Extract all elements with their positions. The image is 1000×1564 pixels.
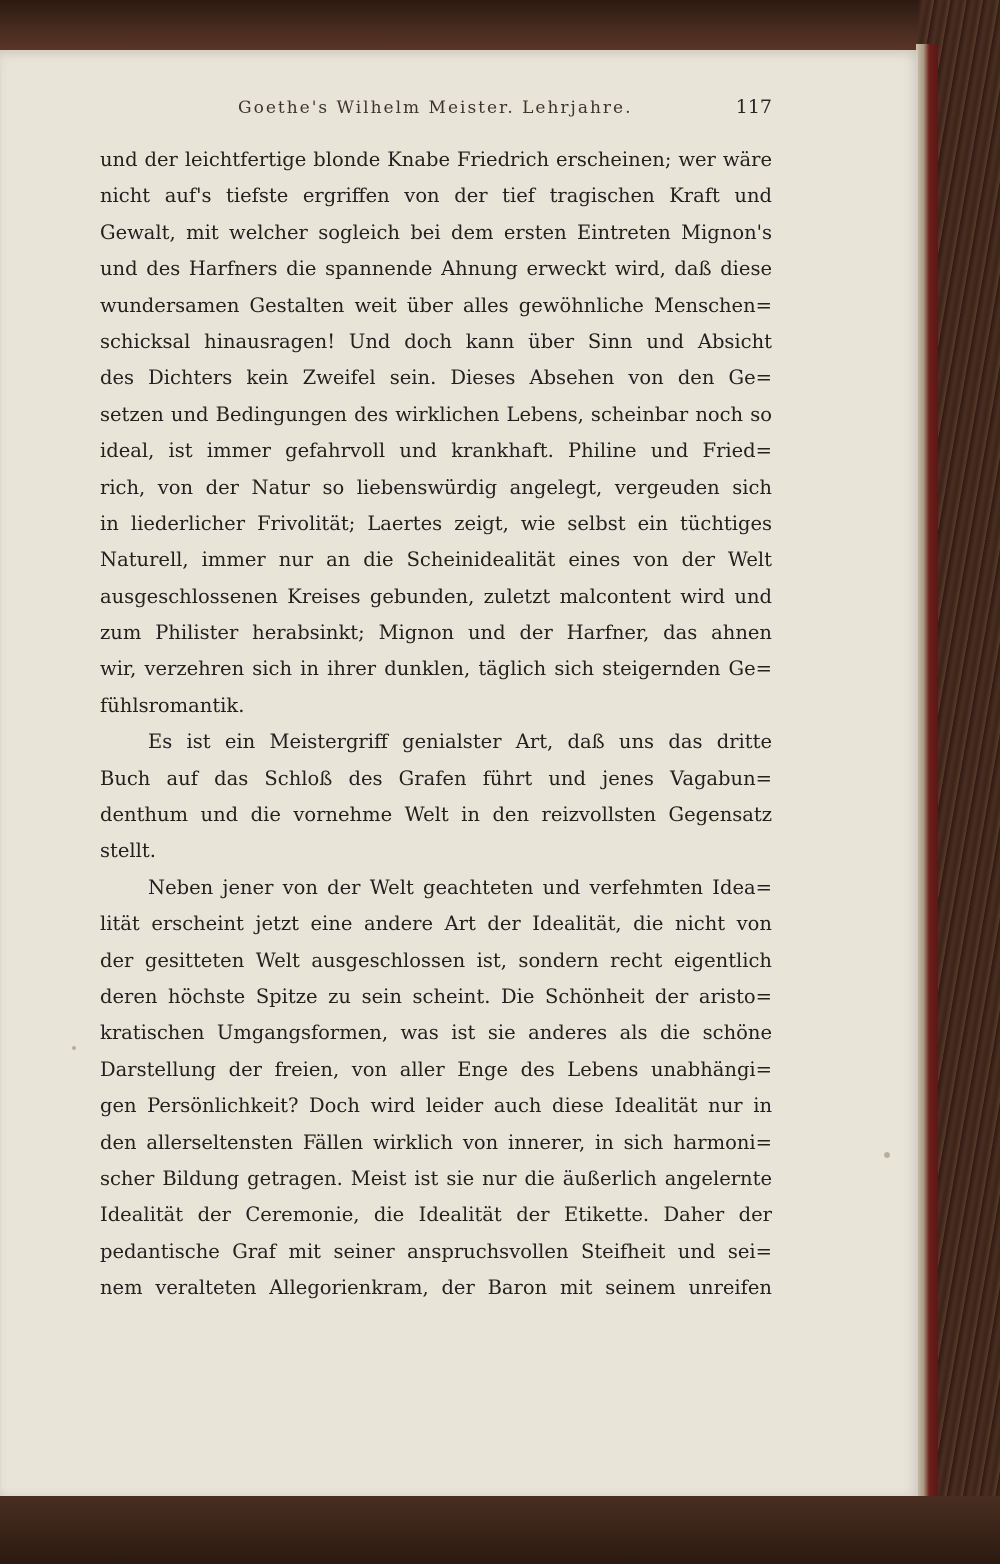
- text-line: Gewalt, mit welcher sogleich bei dem ersten Eintreten Mignon's: [100, 220, 772, 244]
- text-line: des Dichters kein Zweifel sein. Dieses Absehen von den Ge=: [100, 366, 772, 390]
- text-line: in liederlicher Frivolität; Laertes zeigt, wie selbst ein tüchtiges: [100, 511, 772, 535]
- page-mark: [884, 1152, 890, 1158]
- text-line: den allerseltensten Fällen wirklich von innerer, in sich harmoni=: [100, 1130, 772, 1154]
- text-line: nem veralteten Allegorienkram, der Baron mit seinem unreifen: [100, 1276, 772, 1300]
- text-line: wir, verzehren sich in ihrer dunklen, täglich sich steigernden Ge=: [100, 657, 772, 681]
- text-line: Idealität der Ceremonie, die Idealität der Etikette. Daher der: [100, 1203, 772, 1227]
- text-line: und der leichtfertige blonde Knabe Friedrich erscheinen; wer wäre: [100, 148, 772, 171]
- text-line: gen Persönlichkeit? Doch wird leider auch diese Idealität nur in: [100, 1094, 772, 1118]
- text-line: schicksal hinausragen! Und doch kann über Sinn und Absicht: [100, 329, 772, 353]
- text-line: Naturell, immer nur an die Scheinidealität eines von der Welt: [100, 548, 772, 572]
- text-line: Darstellung der freien, von aller Enge des Lebens unabhängi=: [100, 1057, 772, 1081]
- body-text: [100, 142, 772, 1307]
- text-line: Es ist ein Meistergriff genialster Art, daß uns das dritte: [148, 730, 772, 754]
- text-line: deren höchste Spitze zu sein scheint. Die Schönheit der aristo=: [100, 984, 772, 1008]
- text-line: Buch auf das Schloß des Grafen führt und jenes Vagabun=: [100, 766, 772, 790]
- text-line: ausgeschlossenen Kreises gebunden, zuletzt malcontent wird und: [100, 584, 772, 608]
- page-mark: [72, 1046, 76, 1050]
- text-line: Neben jener von der Welt geachteten und verfehmten Idea=: [148, 875, 772, 899]
- text-line: zum Philister herabsinkt; Mignon und der Harfner, das ahnen: [100, 621, 772, 645]
- text-line: setzen und Bedingungen des wirklichen Lebens, scheinbar noch so: [100, 402, 772, 426]
- text-line: fühlsromantik.: [100, 693, 245, 717]
- text-line: ideal, ist immer gefahrvoll und krankhaft. Philine und Fried=: [100, 439, 772, 463]
- text-line: scher Bildung getragen. Meist ist sie nur die äußerlich angelernte: [100, 1166, 772, 1190]
- page-number: 117: [735, 96, 772, 118]
- text-line: denthum und die vornehme Welt in den reizvollsten Gegensatz: [100, 803, 772, 827]
- text-line: und des Harfners die spannende Ahnung erweckt wird, daß diese: [100, 257, 772, 281]
- text-line: rich, von der Natur so liebenswürdig angelegt, vergeuden sich: [100, 475, 772, 499]
- book-cover-bottom: [0, 1496, 1000, 1564]
- book-cover-top: [0, 0, 1000, 52]
- running-head: Goethe's Wilhelm Meister. Lehrjahre.: [238, 98, 633, 118]
- page-header: [100, 96, 772, 126]
- text-line: wundersamen Gestalten weit über alles gewöhnliche Menschen=: [100, 293, 772, 317]
- text-line: lität erscheint jetzt eine andere Art der Idealität, die nicht von: [100, 912, 772, 936]
- text-line: kratischen Umgangsformen, was ist sie anderes als die schöne: [100, 1021, 772, 1045]
- text-line: nicht auf's tiefste ergriffen von der tief tragischen Kraft und: [100, 184, 772, 208]
- text-line: der gesitteten Welt ausgeschlossen ist, sondern recht eigentlich: [100, 948, 772, 972]
- page-stack-edge: [916, 44, 938, 1496]
- text-line: stellt.: [100, 839, 156, 863]
- text-line: pedantische Graf mit seiner anspruchsvollen Steifheit und sei=: [100, 1239, 772, 1263]
